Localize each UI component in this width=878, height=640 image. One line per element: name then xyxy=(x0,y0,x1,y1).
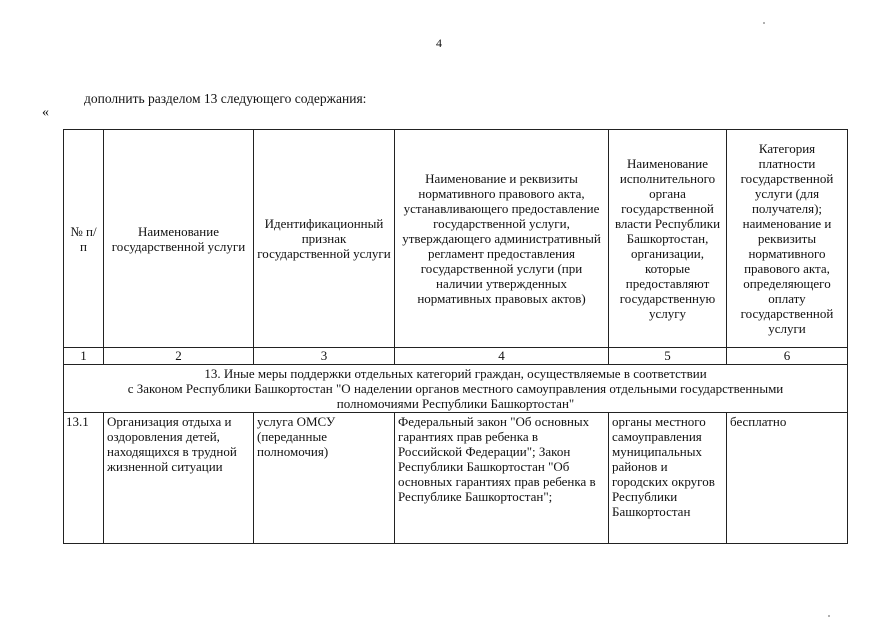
row-identification-sign: услуга ОМСУ (переданные полномочия) xyxy=(254,413,395,544)
row-executive-organ: органы местного самоуправления муниципальных районов и городских округов Республики Башкортостан xyxy=(609,413,727,544)
header-executive-organ: Наименование исполнительного органа государственной власти Республики Башкортостан, организации, которые предоставляют государственную услугу xyxy=(609,130,727,348)
intro-text: дополнить разделом 13 следующего содержания: xyxy=(84,91,367,106)
header-number: № п/п xyxy=(64,130,104,348)
services-table xyxy=(63,129,848,544)
header-row xyxy=(64,130,848,348)
header-service-name: Наименование государственной услуги xyxy=(104,130,254,348)
header-legal-acts: Наименование и реквизиты нормативного правового акта, устанавливающего предоставление государственной услуги, утверждающего административный регламент предоставления государственной услуги (при наличии утвержденных нормативных правовых актов) xyxy=(395,130,609,348)
scan-speck xyxy=(763,22,765,24)
section-title-row xyxy=(64,365,848,413)
row-payment-category: бесплатно xyxy=(727,413,848,544)
scan-speck xyxy=(828,615,830,617)
opening-quote: « xyxy=(42,105,49,120)
row-legal-acts: Федеральный закон "Об основных гарантиях прав ребенка в Российской Федерации"; Закон Республики Башкортостан "Об основных гарантиях прав ребенка в Республике Башкортостан"; xyxy=(395,413,609,544)
header-payment-category: Категория платности государственной услуги (для получателя); наименование и реквизиты нормативного правового акта, определяющего оплату государственной услуги xyxy=(727,130,848,348)
column-numbers-row xyxy=(64,348,848,365)
table-row xyxy=(64,413,848,544)
page-number: 4 xyxy=(436,36,442,50)
column-number: 2 xyxy=(104,348,254,365)
section-title-line: 13. Иные меры поддержки отдельных категорий граждан, осуществляемые в соответствии xyxy=(204,366,707,381)
row-number: 13.1 xyxy=(64,413,104,544)
column-number: 3 xyxy=(254,348,395,365)
column-number: 6 xyxy=(727,348,848,365)
row-service-name: Организация отдыха и оздоровления детей, находящихся в трудной жизненной ситуации xyxy=(104,413,254,544)
section-title-line: полномочиями Республики Башкортостан" xyxy=(336,396,575,411)
column-number: 1 xyxy=(64,348,104,365)
section-title-line: с Законом Республики Башкортостан "О наделении органов местного самоуправления отдельными государственными xyxy=(127,381,784,396)
header-identification-sign: Идентификационный признак государственной услуги xyxy=(254,130,395,348)
column-number: 5 xyxy=(609,348,727,365)
column-number: 4 xyxy=(395,348,609,365)
section-title xyxy=(64,365,848,413)
